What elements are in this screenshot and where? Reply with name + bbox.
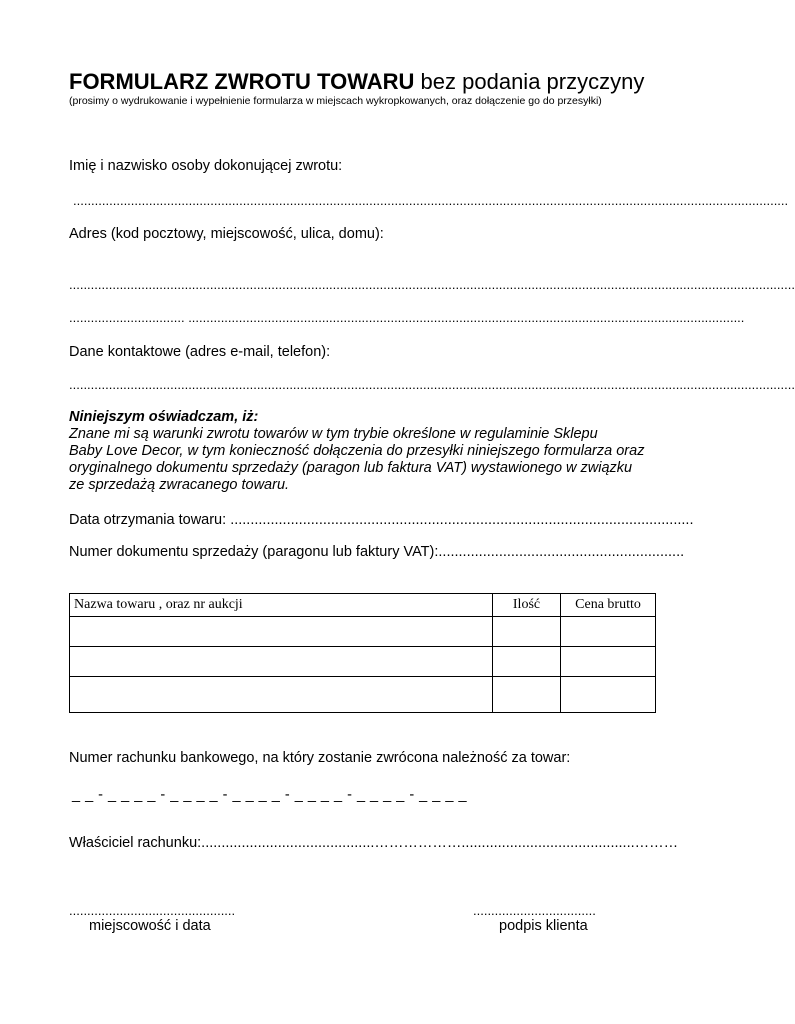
item-price-cell[interactable] <box>561 677 656 713</box>
declaration-line: Baby Love Decor, w tym konieczność dołączenia do przesyłki niniejszego formularza oraz <box>69 443 645 459</box>
table-row <box>70 617 656 647</box>
name-label: Imię i nazwisko osoby dokonującej zwrotu: <box>69 158 343 174</box>
col-header-quantity: Ilość <box>493 594 561 617</box>
owner-label: Właściciel rachunku: <box>69 835 202 851</box>
place-date-label: miejscowość i data <box>89 918 211 934</box>
name-field[interactable]: ...................................................................................................................................................................................................... <box>73 193 789 208</box>
address-label: Adres (kod pocztowy, miejscowość, ulica, domu): <box>69 226 384 242</box>
doc-number-field[interactable]: ............................................................. <box>438 544 685 560</box>
contact-field[interactable]: ......................................................................................................................................................................................................... <box>69 377 795 392</box>
place-date-field[interactable]: .............................................. <box>69 903 236 918</box>
doc-number-row <box>69 543 685 561</box>
form-title-rest: bez podania przyczyny <box>414 69 645 94</box>
table-header-row <box>70 594 656 617</box>
bank-account-field[interactable]: _ _ - _ _ _ _ - _ _ _ _ - _ _ _ _ - _ _ _ _ - _ _ _ _ - _ _ _ _ <box>72 787 468 803</box>
declaration-heading: Niniejszym oświadczam, iż: <box>69 409 259 425</box>
declaration-line: ze sprzedażą zwracanego towaru. <box>69 477 290 493</box>
declaration-line: Znane mi są warunki zwrotu towarów w tym trybie określone w regulaminie Sklepu <box>69 426 598 442</box>
item-name-cell[interactable] <box>70 647 493 677</box>
table-row <box>70 647 656 677</box>
form-title <box>69 68 644 96</box>
col-header-price: Cena brutto <box>561 594 656 617</box>
address-field-2[interactable]: ................................ .......................................................................................................................................................... <box>69 310 745 325</box>
signature-field[interactable]: .................................. <box>473 903 596 918</box>
doc-number-label: Numer dokumentu sprzedaży (paragonu lub faktury VAT): <box>69 544 439 560</box>
form-title-bold: FORMULARZ ZWROTU TOWARU <box>69 69 415 94</box>
signature-label: podpis klienta <box>499 918 588 934</box>
item-quantity-cell[interactable] <box>493 617 561 647</box>
receipt-date-row <box>69 511 694 529</box>
items-table <box>69 593 656 713</box>
col-header-item-name: Nazwa towaru , oraz nr aukcji <box>70 594 493 617</box>
contact-label: Dane kontaktowe (adres e-mail, telefon): <box>69 344 331 360</box>
item-quantity-cell[interactable] <box>493 647 561 677</box>
item-quantity-cell[interactable] <box>493 677 561 713</box>
receipt-date-label: Data otrzymania towaru: <box>69 512 231 528</box>
declaration <box>69 409 659 494</box>
form-instructions: (prosimy o wydrukowanie i wypełnienie formularza w miejscach wykropkowanych, oraz dołączenie go do przesyłki) <box>69 95 602 107</box>
declaration-line: oryginalnego dokumentu sprzedaży (paragon lub faktura VAT) wystawionego w związku <box>69 460 633 476</box>
receipt-date-field[interactable]: ................................................................................................................... <box>230 512 694 528</box>
owner-field[interactable]: ...........................................………………...........................................……… <box>201 835 679 851</box>
item-name-cell[interactable] <box>70 677 493 713</box>
owner-row <box>69 834 679 852</box>
bank-account-label: Numer rachunku bankowego, na który zostanie zwrócona należność za towar: <box>69 750 571 766</box>
item-price-cell[interactable] <box>561 647 656 677</box>
item-name-cell[interactable] <box>70 617 493 647</box>
table-row <box>70 677 656 713</box>
address-field-1[interactable]: ......................................................................................................................................................................................................... <box>69 277 795 292</box>
item-price-cell[interactable] <box>561 617 656 647</box>
